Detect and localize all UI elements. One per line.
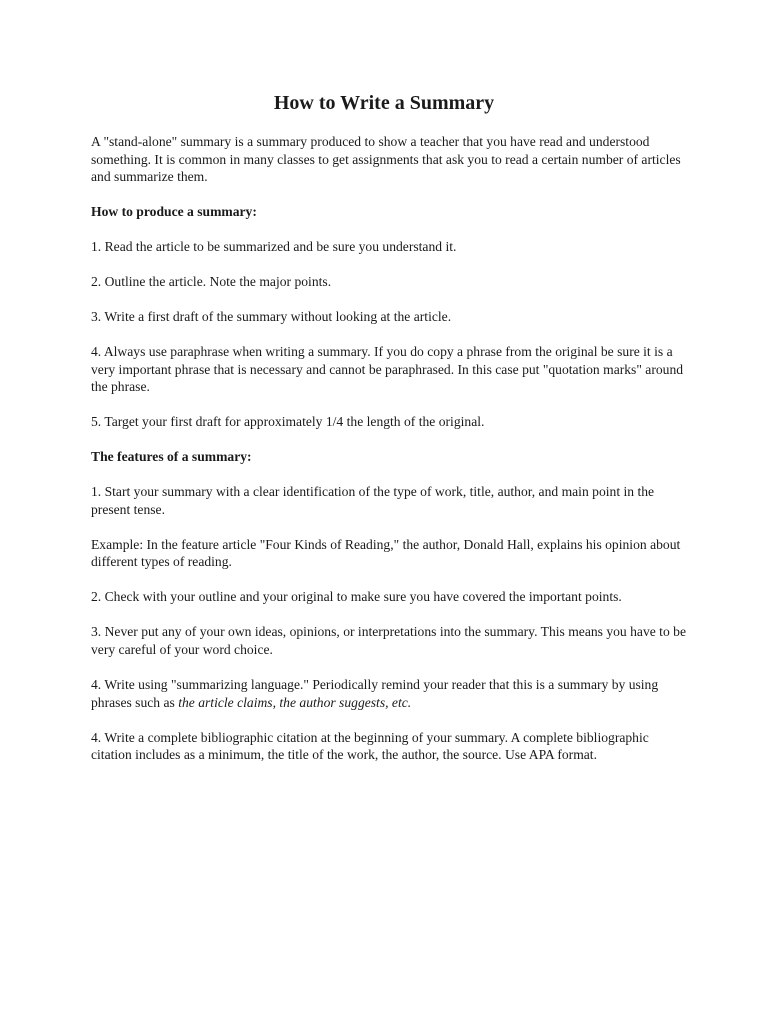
- list-item-feature-5: 4. Write a complete bibliographic citation at the beginning of your summary. A complete bibliographic citation includes as a minimum, the title of the work, the author, the source. Use APA format.: [91, 729, 649, 763]
- section-heading-features: The features of a summary:: [91, 449, 252, 465]
- list-item-feature-1: 1. Start your summary with a clear identification of the type of work, title, author, and main point in the present tense.: [91, 484, 655, 517]
- page-title: How to Write a Summary: [273, 92, 495, 114]
- section-heading-produce: How to produce a summary:: [91, 204, 257, 220]
- example-paragraph: Example: In the feature article "Four Kinds of Reading," the author, Donald Hall, explains his opinion about different types of reading.: [91, 536, 681, 570]
- intro-paragraph: A "stand-alone" summary is a summary produced to show a teacher that you have read and understood something. It is common in many classes to get assignments that ask you to read a certain number of articles and summarize them.: [91, 134, 681, 185]
- feature-4-text: 4. Write using "summarizing language." Periodically remind your reader that this is a summary by using phrases such as: [91, 676, 659, 710]
- list-item-step-1: 1. Read the article to be summarized and be sure you understand it.: [91, 239, 457, 255]
- list-item-step-4: 4. Always use paraphrase when writing a summary. If you do copy a phrase from the original be sure it is a very important phrase that is necessary and cannot be paraphrased. In this case put "quotation marks" around the phrase.: [91, 344, 684, 395]
- list-item-step-2: 2. Outline the article. Note the major points.: [91, 274, 332, 290]
- document-body: [91, 133, 691, 781]
- list-item-step-3: 3. Write a first draft of the summary without looking at the article.: [91, 309, 452, 325]
- list-item-feature-4: [91, 676, 691, 711]
- list-item-feature-3: 3. Never put any of your own ideas, opinions, or interpretations into the summary. This means you have to be very careful of your word choice.: [91, 624, 686, 657]
- list-item-feature-2: 2. Check with your outline and your original to make sure you have covered the important points.: [91, 589, 622, 605]
- list-item-step-5: 5. Target your first draft for approximately 1/4 the length of the original.: [91, 414, 485, 430]
- feature-4-italic-phrases: the article claims, the author suggests, etc.: [178, 694, 412, 710]
